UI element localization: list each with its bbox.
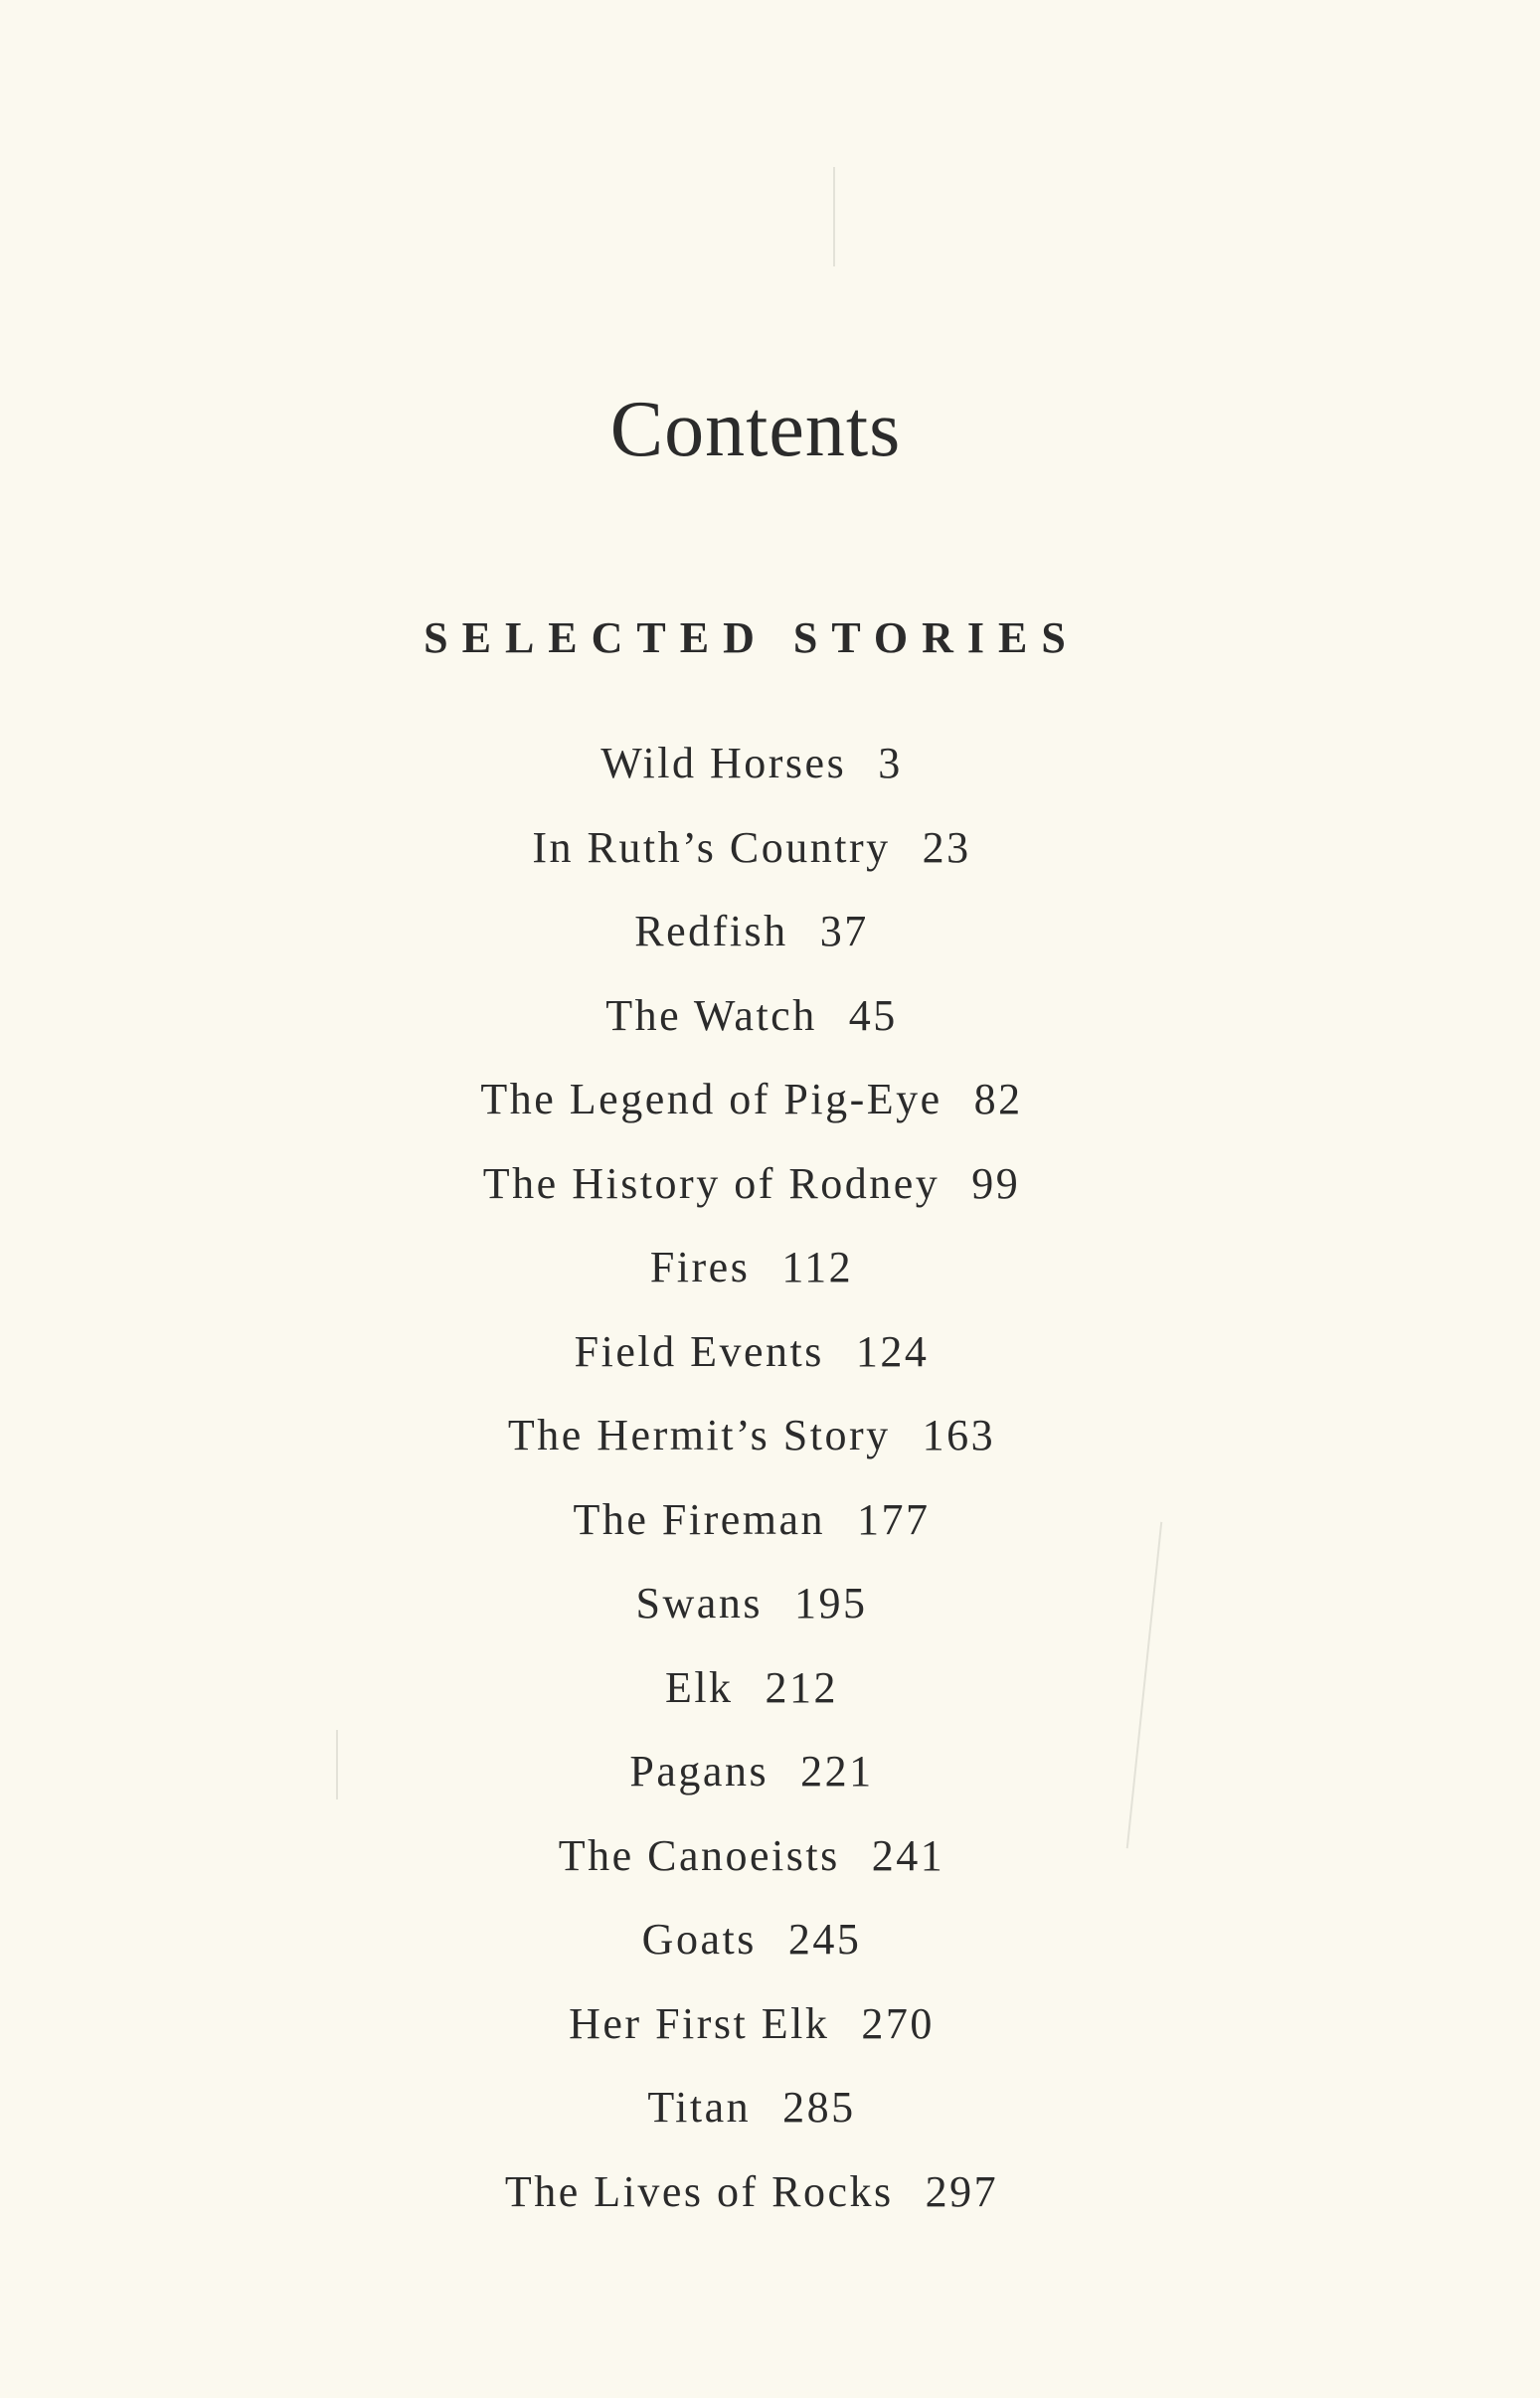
toc-entry	[0, 1408, 1503, 1492]
toc-entry	[0, 1660, 1503, 1745]
page-title: Contents	[609, 386, 902, 473]
toc-entry	[0, 820, 1503, 905]
toc-entry-page: 163	[922, 1411, 996, 1459]
toc-entry-title: Wild Horses	[600, 739, 847, 787]
toc-entry-title: Swans	[635, 1579, 763, 1627]
toc-entry	[0, 1912, 1503, 1996]
toc-entry-title: The History of Rodney	[482, 1158, 941, 1208]
toc-entry	[0, 1156, 1503, 1241]
section-heading: SELECTED STORIES	[424, 613, 1080, 662]
toc-entry-title: Her First Elk	[569, 1998, 830, 2048]
toc-entry	[0, 2164, 1503, 2249]
toc-entry	[0, 1744, 1503, 1828]
toc-entry-title: The Watch	[605, 990, 817, 1040]
toc-entry-title: In Ruth’s Country	[532, 822, 891, 872]
toc-entry-page: 124	[855, 1326, 930, 1376]
toc-entry-page: 297	[925, 2166, 999, 2216]
toc-entry	[0, 1492, 1503, 1577]
toc-entry	[0, 988, 1503, 1073]
toc-entry-page: 3	[878, 739, 903, 787]
toc-entry	[0, 1072, 1503, 1156]
toc-entry	[0, 1324, 1503, 1409]
toc-entry-title: The Fireman	[573, 1494, 826, 1544]
toc-entry-title: Goats	[641, 1915, 757, 1964]
toc-entry-title: The Lives of Rocks	[504, 2166, 894, 2216]
toc-entry-title: The Legend of Pig-Eye	[480, 1075, 942, 1123]
toc-entry	[0, 904, 1503, 988]
table-of-contents	[0, 736, 1503, 2248]
toc-entry-page: 45	[848, 990, 898, 1040]
toc-entry-title: Titan	[647, 2083, 752, 2132]
toc-entry-page: 245	[787, 1915, 862, 1964]
toc-entry	[0, 1996, 1503, 2081]
toc-entry-page: 37	[819, 907, 869, 955]
toc-entry-page: 82	[973, 1075, 1023, 1123]
toc-entry-page: 112	[781, 1243, 854, 1291]
toc-entry-title: Pagans	[629, 1747, 770, 1796]
toc-entry	[0, 1240, 1503, 1324]
toc-entry-page: 241	[871, 1830, 945, 1880]
toc-entry-title: The Canoeists	[558, 1830, 840, 1880]
toc-entry-title: Fires	[649, 1243, 751, 1291]
toc-entry	[0, 736, 1503, 820]
toc-entry-title: Redfish	[634, 907, 788, 955]
toc-entry-title: Elk	[664, 1662, 734, 1712]
toc-entry-title: The Hermit’s Story	[507, 1411, 891, 1459]
toc-entry-page: 195	[793, 1579, 868, 1627]
toc-entry-title: Field Events	[574, 1326, 824, 1376]
toc-entry-page: 221	[800, 1747, 874, 1796]
toc-entry-page: 23	[922, 822, 971, 872]
toc-entry-page: 212	[765, 1662, 839, 1712]
toc-entry-page: 99	[971, 1158, 1021, 1208]
toc-entry-page: 270	[861, 1998, 935, 2048]
toc-entry-page: 285	[782, 2083, 856, 2132]
toc-entry	[0, 1828, 1503, 1913]
toc-entry	[0, 2080, 1503, 2164]
toc-entry	[0, 1576, 1503, 1660]
toc-entry-page: 177	[857, 1494, 931, 1544]
scan-mark	[833, 167, 835, 266]
